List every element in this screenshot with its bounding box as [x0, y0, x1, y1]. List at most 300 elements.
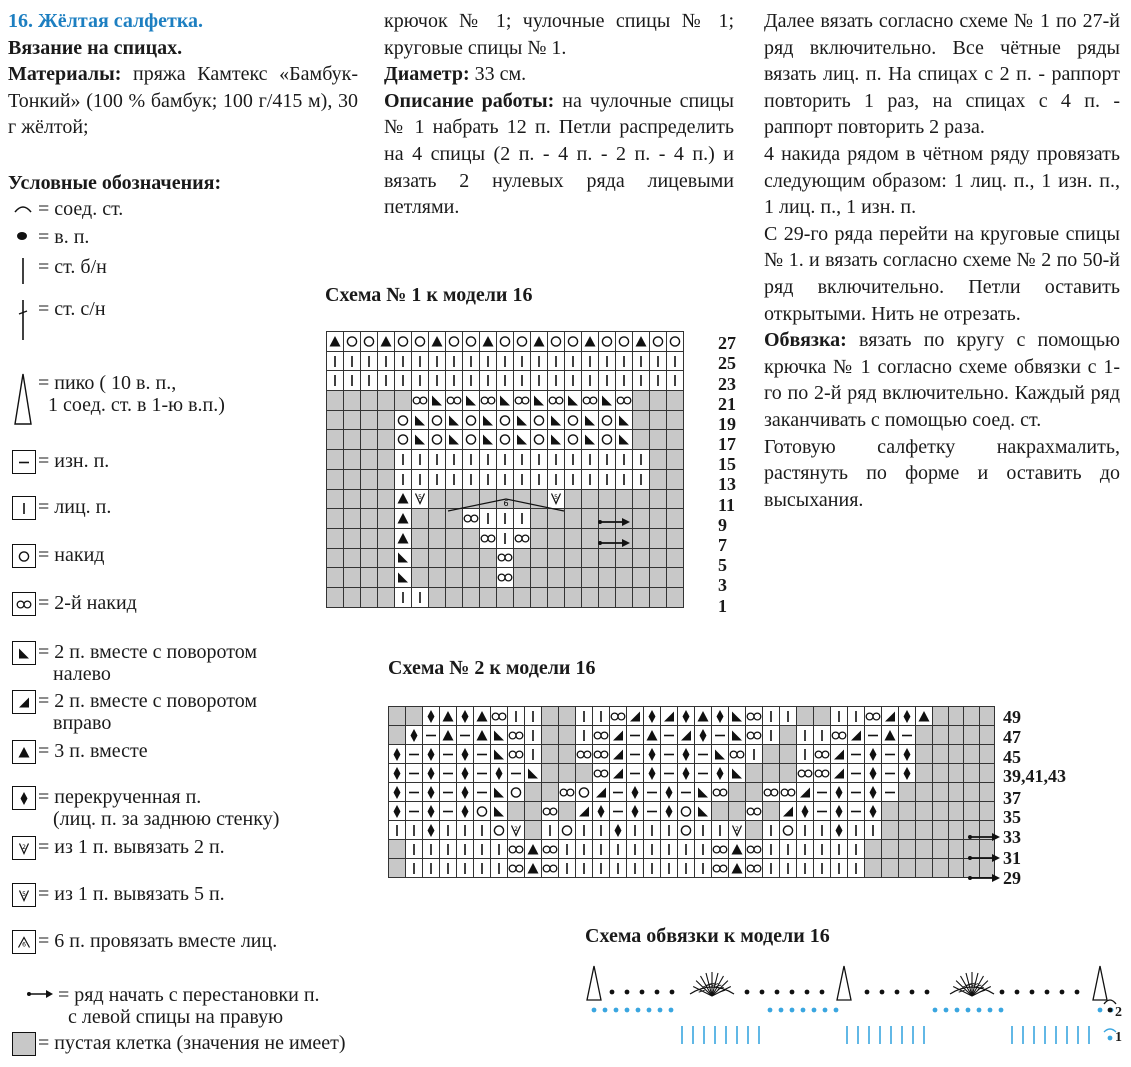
empty-cell	[964, 745, 980, 764]
knit-cell	[712, 821, 729, 840]
k2l-cell	[412, 430, 429, 450]
empty-cell	[406, 707, 423, 726]
scheme-2-row-number: 37	[1003, 788, 1021, 808]
empty-cell	[344, 391, 361, 411]
legend-item-label: = из 1 п. вывязать 2 п.	[38, 836, 225, 858]
yo2-cell	[746, 802, 763, 821]
empty-cell	[565, 548, 582, 568]
empty-cell	[964, 707, 980, 726]
knit-cell	[746, 745, 763, 764]
k2r-cell	[610, 745, 627, 764]
empty-cell	[948, 726, 964, 745]
k2l-cell	[712, 745, 729, 764]
knit-cell	[412, 469, 429, 489]
empty-cell	[650, 509, 667, 529]
yo-cell	[463, 410, 480, 430]
empty-cell	[899, 821, 916, 840]
yo2-cell	[593, 745, 610, 764]
description-text: на чулочные спицы № 1 набрать 12 п. Петли распределить на 4 спицы (2 п. - 4 п. - 2 п. - 4 п.) и вязать 2 нулевых ряда лицевыми петлями.	[384, 89, 734, 219]
k2l-cell	[514, 430, 531, 450]
empty-cell	[542, 764, 559, 783]
knit-cell	[814, 821, 831, 840]
scheme-2-row-number: 47	[1003, 727, 1021, 747]
knit-cell	[797, 726, 814, 745]
tw-cell	[644, 745, 661, 764]
chain-stitch-icon	[1075, 990, 1080, 995]
k6tog-count: 6	[503, 499, 509, 508]
knit-cell	[576, 859, 593, 878]
svg-text:5: 5	[554, 494, 558, 502]
empty-cell	[667, 528, 684, 548]
empty-cell	[916, 783, 933, 802]
knit-cell	[627, 821, 644, 840]
knit-cell	[525, 726, 542, 745]
empty-cell	[378, 391, 395, 411]
knit-cell	[831, 707, 848, 726]
empty-cell	[780, 745, 797, 764]
empty-cell	[565, 587, 582, 607]
empty-cell	[565, 568, 582, 588]
edging-instructions	[764, 327, 1120, 433]
knit-cell	[497, 469, 514, 489]
legend-item	[12, 740, 148, 766]
empty-cell	[667, 587, 684, 607]
k2l-cell	[491, 745, 508, 764]
chain-stitch-icon	[801, 1008, 806, 1013]
tw-cell	[678, 745, 695, 764]
empty-cell	[729, 783, 746, 802]
knit-cell	[361, 351, 378, 371]
k2tog-left-icon	[12, 641, 38, 667]
empty-cell	[712, 802, 729, 821]
purl-cell	[474, 764, 491, 783]
page-title: 16. Жёлтая салфетка.	[8, 10, 204, 32]
k2l-cell	[616, 430, 633, 450]
tw-cell	[457, 802, 474, 821]
k2tog-right-icon	[12, 690, 38, 716]
legend-item	[12, 883, 225, 909]
empty-cell	[948, 859, 964, 878]
knit-cell	[463, 469, 480, 489]
finishing-instructions: Готовую салфетку накрахмалить, растянуть по форме и оставить до высыхания.	[764, 435, 1120, 511]
yo-cell	[678, 821, 695, 840]
empty-cell	[865, 840, 882, 859]
yo-cell	[576, 783, 593, 802]
chain-stitch-icon	[625, 1008, 630, 1013]
empty-cell	[899, 802, 916, 821]
empty-cell	[633, 528, 650, 548]
legend-item	[12, 544, 104, 570]
k2l-cell	[565, 391, 582, 411]
empty-cell	[463, 568, 480, 588]
empty-cell	[361, 568, 378, 588]
knit-cell	[480, 351, 497, 371]
empty-cell	[933, 745, 949, 764]
knit-cell	[667, 351, 684, 371]
yo-cell	[616, 332, 633, 352]
k2l-cell	[599, 391, 616, 411]
knit-cell	[582, 371, 599, 391]
empty-cell	[548, 528, 565, 548]
scheme-1-row-number: 21	[718, 394, 736, 414]
empty-cell	[327, 509, 344, 529]
knit-cell	[797, 745, 814, 764]
knit-cell	[576, 821, 593, 840]
empty-cell	[650, 450, 667, 470]
k3-cell	[525, 840, 542, 859]
knit-cell	[797, 821, 814, 840]
chain-stitch-icon	[768, 1008, 773, 1013]
knit-cell	[797, 859, 814, 878]
k2l-cell	[491, 726, 508, 745]
empty-cell	[344, 568, 361, 588]
knit-cell	[525, 745, 542, 764]
empty-cell	[480, 568, 497, 588]
column-2	[384, 8, 734, 221]
empty-cell	[463, 587, 480, 607]
yo-cell	[565, 430, 582, 450]
single-crochet-icon	[12, 256, 38, 291]
knit-cell	[661, 859, 678, 878]
knit-cell	[616, 371, 633, 391]
empty-cell	[344, 528, 361, 548]
knit-cell	[616, 351, 633, 371]
tw-cell	[831, 802, 848, 821]
knit-cell	[633, 469, 650, 489]
k3-cell	[633, 332, 650, 352]
k3-cell	[729, 859, 746, 878]
empty-cell	[633, 410, 650, 430]
k2r-cell	[661, 707, 678, 726]
yo-cell	[474, 802, 491, 821]
empty-cell	[729, 802, 746, 821]
legend-item	[12, 641, 257, 685]
k2l-cell	[729, 707, 746, 726]
legend-item-label: = в. п.	[38, 226, 90, 248]
knit-cell	[695, 840, 712, 859]
k2l-cell	[491, 802, 508, 821]
yo-cell	[463, 430, 480, 450]
column-1	[8, 8, 358, 141]
chain-stitch-icon	[775, 990, 780, 995]
chain-stitch-icon	[834, 1008, 839, 1013]
scheme-1-row-number: 25	[718, 353, 736, 373]
scheme-2-row-number: 49	[1003, 707, 1021, 727]
knit-cell	[763, 821, 780, 840]
knit-cell	[463, 371, 480, 391]
k2l-cell	[514, 410, 531, 430]
empty-cell	[378, 450, 395, 470]
empty-cell	[361, 548, 378, 568]
k2l-cell	[429, 391, 446, 411]
yo2-cell	[780, 783, 797, 802]
empty-cell	[599, 587, 616, 607]
scheme-2-row-number: 39,41,43	[1003, 766, 1066, 786]
empty-cell	[948, 707, 964, 726]
yo2-cell	[497, 548, 514, 568]
empty-cell	[933, 726, 949, 745]
yo-cell	[599, 430, 616, 450]
empty-cell	[344, 509, 361, 529]
shift-arrow-icon	[596, 536, 632, 550]
chain-stitch-icon	[925, 990, 930, 995]
empty-cell	[480, 587, 497, 607]
chain-stitch-icon	[779, 1008, 784, 1013]
yo-cell	[667, 332, 684, 352]
purl-cell	[474, 745, 491, 764]
empty-cell	[582, 587, 599, 607]
knit-cell	[565, 450, 582, 470]
chain-stitch-icon	[647, 1008, 652, 1013]
purl-cell	[406, 783, 423, 802]
k3-cell	[582, 332, 599, 352]
knit-cell	[525, 707, 542, 726]
legend-item	[12, 592, 137, 618]
knit-cell	[395, 351, 412, 371]
purl-cell	[474, 783, 491, 802]
knit-cell	[440, 859, 457, 878]
knit-cell	[593, 840, 610, 859]
knit-cell	[474, 840, 491, 859]
k2l-cell	[729, 764, 746, 783]
empty-cell	[548, 568, 565, 588]
yo2-cell	[797, 764, 814, 783]
yo-cell	[463, 332, 480, 352]
purl-cell	[695, 764, 712, 783]
empty-cell	[599, 548, 616, 568]
tw-cell	[797, 802, 814, 821]
empty-cell	[344, 548, 361, 568]
purl-cell	[644, 802, 661, 821]
empty-cell	[429, 509, 446, 529]
knit-cell	[463, 450, 480, 470]
knit-cell	[412, 371, 429, 391]
k2r-cell	[797, 783, 814, 802]
purl-cell	[848, 745, 865, 764]
tw-cell	[627, 802, 644, 821]
knit-cell	[497, 351, 514, 371]
purl-cell	[440, 745, 457, 764]
chain-stitch-icon	[933, 1008, 938, 1013]
scheme-1-row-number: 3	[718, 575, 727, 595]
knit-cell	[548, 371, 565, 391]
knit-cell	[429, 450, 446, 470]
scheme-2-row-number: 33	[1003, 827, 1021, 847]
empty-cell	[933, 821, 949, 840]
empty-cell	[344, 450, 361, 470]
knit-cell	[406, 859, 423, 878]
knit-cell	[667, 371, 684, 391]
k2r-cell	[831, 745, 848, 764]
k3-cell	[644, 726, 661, 745]
chain-stitch-icon	[745, 990, 750, 995]
k2l-cell	[497, 391, 514, 411]
yo-cell	[650, 332, 667, 352]
empty-cell	[616, 548, 633, 568]
yo-cell	[599, 332, 616, 352]
empty-cell	[559, 745, 576, 764]
empty-cell	[916, 802, 933, 821]
knit-icon	[12, 496, 38, 522]
empty-cell	[559, 707, 576, 726]
knit-cell	[627, 859, 644, 878]
k2r-cell	[610, 764, 627, 783]
empty-cell	[667, 450, 684, 470]
empty-cell	[916, 840, 933, 859]
tw-cell	[695, 726, 712, 745]
scheme-2-title: Схема № 2 к модели 16	[388, 657, 596, 679]
knit-cell	[593, 821, 610, 840]
yo2-cell	[542, 802, 559, 821]
yo2-cell	[446, 391, 463, 411]
knit-cell	[695, 859, 712, 878]
knit-cell	[514, 469, 531, 489]
purl-cell	[848, 764, 865, 783]
scheme-1-row-number: 15	[718, 454, 736, 474]
chain-stitch-icon	[614, 1008, 619, 1013]
knit-cell	[406, 821, 423, 840]
yo2-cell	[514, 391, 531, 411]
yo-cell	[429, 430, 446, 450]
empty-cell	[514, 568, 531, 588]
tw-cell	[457, 764, 474, 783]
scheme-2-row-number: 45	[1003, 747, 1021, 767]
edging-label: Обвязка:	[764, 329, 847, 352]
empty-cell	[514, 587, 531, 607]
yo2-cell	[582, 391, 599, 411]
empty-cell	[429, 489, 446, 509]
empty-cell	[650, 528, 667, 548]
knit-cell	[389, 821, 406, 840]
empty-cell	[763, 802, 780, 821]
empty-cell	[361, 450, 378, 470]
k2l-cell	[695, 802, 712, 821]
yo2-cell	[746, 840, 763, 859]
knit-cell	[480, 469, 497, 489]
empty-cell	[412, 528, 429, 548]
chain-stitch-icon	[812, 1008, 817, 1013]
increase-5-icon	[12, 883, 38, 909]
empty-cell	[344, 587, 361, 607]
edging-diagram	[580, 962, 1125, 1052]
empty-cell	[463, 548, 480, 568]
yo2-cell	[508, 745, 525, 764]
empty-cell	[412, 568, 429, 588]
k3-cell	[378, 332, 395, 352]
k6tog-icon	[12, 930, 38, 956]
yo2-cell	[746, 726, 763, 745]
yo2-cell	[508, 726, 525, 745]
knit-cell	[763, 707, 780, 726]
empty-cell	[412, 509, 429, 529]
legend-item	[12, 256, 107, 291]
chain-stitch-icon	[610, 990, 615, 995]
empty-cell	[525, 802, 542, 821]
knit-cell	[576, 726, 593, 745]
tw-cell	[457, 783, 474, 802]
knit-cell	[627, 840, 644, 859]
empty-cell	[948, 745, 964, 764]
empty-cell	[933, 802, 949, 821]
yo2-cell	[712, 840, 729, 859]
knit-cell	[763, 726, 780, 745]
yo2-cell	[480, 391, 497, 411]
legend-item-label: = 2-й накид	[38, 592, 137, 614]
knit-cell	[610, 840, 627, 859]
purl-cell	[848, 802, 865, 821]
knit-cell	[429, 371, 446, 391]
knit-cell	[593, 707, 610, 726]
purl-cell	[882, 745, 899, 764]
empty-cell	[667, 548, 684, 568]
scheme-1-row-number: 5	[718, 555, 727, 575]
empty-cell	[780, 726, 797, 745]
purl-cell	[814, 783, 831, 802]
yo-cell	[599, 410, 616, 430]
knit-cell	[548, 351, 565, 371]
k6tog-bracket	[446, 495, 566, 513]
empty-cell	[361, 509, 378, 529]
empty-cell	[327, 469, 344, 489]
empty-cell	[531, 587, 548, 607]
knit-cell	[599, 469, 616, 489]
knit-cell	[446, 450, 463, 470]
yo2-cell	[412, 391, 429, 411]
chain-stitch-icon	[640, 990, 645, 995]
empty-cell	[964, 802, 980, 821]
purl-cell	[848, 783, 865, 802]
empty-cell	[378, 548, 395, 568]
yo2-cell	[593, 726, 610, 745]
chain-stitch-icon	[977, 1008, 982, 1013]
empty-cell	[327, 587, 344, 607]
empty-cell	[446, 587, 463, 607]
svg-text:2: 2	[735, 825, 739, 833]
knit-cell	[344, 371, 361, 391]
empty-cell	[582, 489, 599, 509]
shift-arrow-icon	[966, 830, 1002, 844]
k2r-cell	[593, 783, 610, 802]
knit-cell	[457, 840, 474, 859]
chain-stitch-icon	[1015, 990, 1020, 995]
empty-cell	[389, 707, 406, 726]
yo2-cell	[712, 783, 729, 802]
empty-cell	[650, 587, 667, 607]
k2l-cell	[548, 410, 565, 430]
yo2-cell	[746, 859, 763, 878]
empty-cell	[599, 568, 616, 588]
diameter-value: 33 см.	[469, 63, 527, 86]
yarn-over-icon	[12, 544, 38, 570]
legend-item	[12, 984, 320, 1028]
yo-cell	[780, 821, 797, 840]
empty-cell	[559, 764, 576, 783]
chain-stitch-icon	[1045, 990, 1050, 995]
tw-cell	[712, 707, 729, 726]
yo2-cell	[814, 764, 831, 783]
k2l-cell	[412, 410, 429, 430]
tw-cell	[899, 745, 916, 764]
knit-cell	[565, 469, 582, 489]
empty-cell	[650, 469, 667, 489]
empty-cell	[633, 548, 650, 568]
tw-cell	[389, 764, 406, 783]
purl-icon	[12, 450, 38, 476]
legend-item-label: = ряд начать с перестановки п. с левой спицы на правую	[58, 984, 320, 1028]
knit-cell	[831, 840, 848, 859]
inc5-cell	[412, 489, 429, 509]
legend-item-label: = изн. п.	[38, 450, 110, 472]
